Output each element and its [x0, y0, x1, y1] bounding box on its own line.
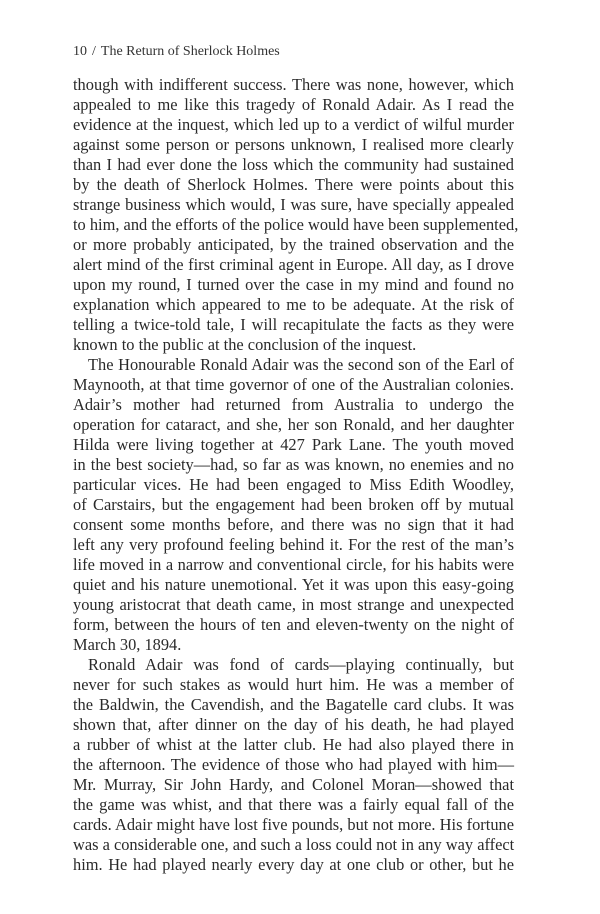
text-line: appealed to me like this tragedy of Ronald Adair. As I read the	[73, 95, 514, 114]
text-line: than I had ever done the loss which the community had sustained	[73, 155, 514, 174]
text-line: or more probably anticipated, by the trained observation and the	[73, 235, 514, 254]
paragraph	[73, 75, 519, 355]
text-line: Ronald Adair was fond of cards—playing continually, but	[88, 655, 514, 674]
text-line: known to the public at the conclusion of the inquest.	[73, 335, 417, 354]
paragraph	[73, 655, 514, 875]
book-title: The Return of Sherlock Holmes	[100, 44, 280, 59]
text-line: Adair’s mother had returned from Australia to undergo the	[73, 395, 514, 414]
text-line: to him, and the efforts of the police would have been supplemented,	[73, 215, 519, 234]
text-line: cards. Adair might have lost five pounds, but not more. His fortune	[73, 815, 514, 834]
text-line: evidence at the inquest, which led up to a verdict of wilful murder	[73, 115, 514, 134]
text-line: left any very profound feeling behind it. For the rest of the man’s	[73, 535, 514, 554]
text-line: though with indifferent success. There was none, however, which	[73, 75, 514, 94]
running-head	[73, 43, 280, 61]
text-line: never for such stakes as would hurt him. He was a member of	[73, 675, 514, 694]
text-line: alert mind of the first criminal agent in Europe. All day, as I drove	[73, 255, 514, 274]
text-line: telling a twice-told tale, I will recapitulate the facts as they were	[73, 315, 514, 334]
text-line: explanation which appeared to me to be adequate. At the risk of	[73, 295, 514, 314]
text-line: the game was whist, and that there was a fairly equal fall of the	[73, 795, 514, 814]
text-line: the afternoon. The evidence of those who had played with him—	[73, 755, 514, 774]
text-line: form, between the hours of ten and eleven-twenty on the night of	[73, 615, 514, 634]
text-line: life moved in a narrow and conventional circle, for his habits were	[73, 555, 514, 574]
text-line: was a considerable one, and such a loss could not in any way affect	[73, 835, 515, 854]
text-line: the Baldwin, the Cavendish, and the Bagatelle card clubs. It was	[73, 695, 514, 714]
body-text	[73, 75, 519, 875]
text-line: Hilda were living together at 427 Park Lane. The youth moved	[73, 435, 514, 454]
text-line: Maynooth, at that time governor of one of the Australian colonies.	[73, 375, 514, 394]
text-line: in the best society—had, so far as was known, no enemies and no	[73, 455, 514, 474]
text-line: him. He had played nearly every day at one club or other, but he	[73, 855, 514, 874]
text-line: March 30, 1894.	[73, 635, 182, 654]
text-line: The Honourable Ronald Adair was the second son of the Earl of	[88, 355, 514, 374]
text-line: of Carstairs, but the engagement had been broken off by mutual	[73, 495, 514, 514]
text-line: strange business which would, I was sure, have specially appealed	[73, 195, 514, 214]
text-line: consent some months before, and there was no sign that it had	[73, 515, 514, 534]
text-line: by the death of Sherlock Holmes. There were points about this	[73, 175, 514, 194]
running-head-separator: /	[92, 44, 96, 59]
text-line: particular vices. He had been engaged to Miss Edith Woodley,	[73, 475, 514, 494]
text-line: operation for cataract, and she, her son Ronald, and her daughter	[73, 415, 514, 434]
text-line: shown that, after dinner on the day of his death, he had played	[73, 715, 514, 734]
text-line: Mr. Murray, Sir John Hardy, and Colonel Moran—showed that	[73, 775, 514, 794]
text-line: against some person or persons unknown, I realised more clearly	[73, 135, 514, 154]
text-line: a rubber of whist at the latter club. He had also played there in	[73, 735, 514, 754]
page-number: 10	[73, 44, 87, 59]
text-line: young aristocrat that death came, in most strange and unexpected	[73, 595, 514, 614]
text-line: quiet and his nature unemotional. Yet it was upon this easy-going	[73, 575, 514, 594]
paragraph	[73, 355, 514, 655]
text-line: upon my round, I turned over the case in my mind and found no	[73, 275, 514, 294]
